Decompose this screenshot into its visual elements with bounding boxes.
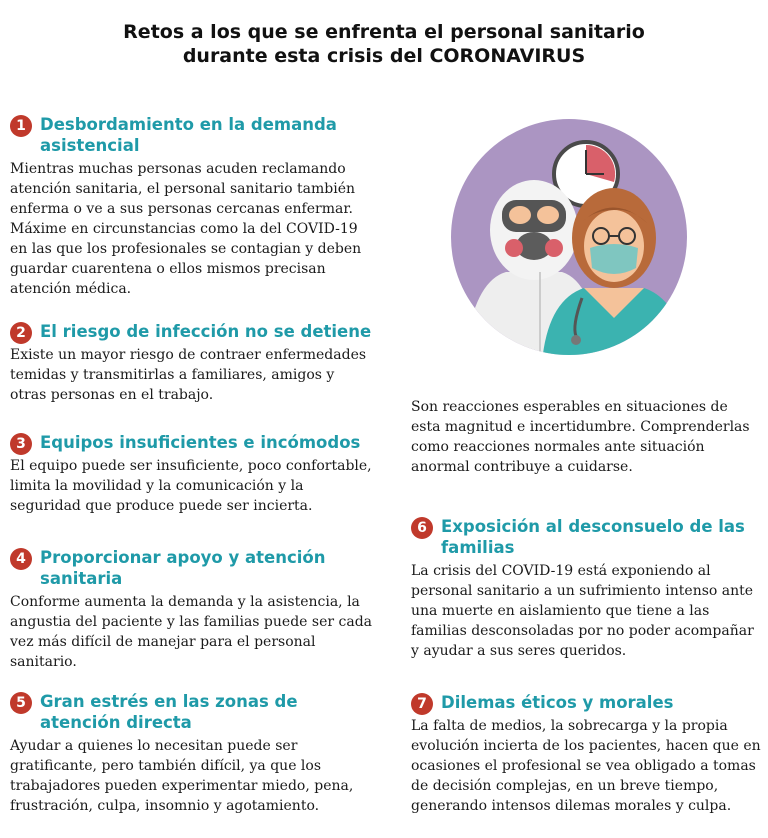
number-badge-3: 3 [10,433,32,455]
section-4 [10,547,375,672]
section-3-heading: Equipos insuficientes e incómodos [40,433,361,452]
section-2 [10,321,375,405]
healthcare-workers-illustration [444,112,694,362]
section-5-header [10,691,375,733]
section-4-heading: Proporcionar apoyo y atención sanitaria [40,548,326,588]
number-badge-1: 1 [10,115,32,137]
section-7 [411,692,763,816]
section-7-heading: Dilemas éticos y morales [441,693,674,712]
section-6 [411,516,763,661]
section-6-heading: Exposición al desconsuelo de las familias [441,517,745,557]
illustration-svg [444,112,694,362]
section-2-body: Existe un mayor riesgo de contraer enfermedades temidas y transmitirlas a familiares, amigos y otras personas en el trabajo. [10,347,367,403]
section-3-body: El equipo puede ser insuficiente, poco confortable, limita la movilidad y la comunicación y la seguridad que produce puede ser incierta. [10,458,372,514]
section-1-heading: Desbordamiento en la demanda asistencial [40,115,337,155]
section-5-heading: Gran estrés en las zonas de atención directa [40,692,298,732]
title-line-2: durante esta crisis del CORONAVIRUS [182,45,586,67]
section-1 [10,114,375,299]
number-badge-2: 2 [10,322,32,344]
section-5-body: Ayudar a quienes lo necesitan puede ser gratificante, pero también difícil, ya que los trabajadores pueden experimentar miedo, pena, frustración, culpa, insomnio y agotamiento. [10,738,354,814]
section-1-body: Mientras muchas personas acuden reclamando atención sanitaria, el personal sanitario también enferma o ve a sus personas cercanas enfermar. Máxime en circunstancias como la del COVID-19 en las que los profesionales se contagian y deben guardar cuarentena o ellos mismos precisan atención médica. [10,161,362,297]
section-2-header [10,321,375,342]
number-badge-7: 7 [411,693,433,715]
section-6-body: La crisis del COVID-19 está exponiendo al personal sanitario a un sufrimiento intenso ante una muerte en aislamiento que tiene a las familias desconsoladas por no poder acompañar y ayudar a sus seres queridos. [411,563,754,659]
section-6-header [411,516,763,558]
section-3 [10,432,375,516]
section-4-header [10,547,375,589]
number-badge-4: 4 [10,548,32,570]
section-2-heading: El riesgo de infección no se detiene [40,322,372,341]
number-badge-6: 6 [411,517,433,539]
section-1-header [10,114,375,156]
section-4-body: Conforme aumenta la demanda y la asistencia, la angustia del paciente y las familias puede ser cada vez más difícil de manejar para el personal sanitario. [10,594,372,670]
section-7-body: La falta de medios, la sobrecarga y la propia evolución incierta de los pacientes, hacen que en ocasiones el profesional se vea obligado a tomas de decisión complejas, en un breve tiempo, generando intensos dilemas morales y culpa. [411,718,761,814]
reactions-note: Son reacciones esperables en situaciones de esta magnitud e incertidumbre. Comprenderlas como reacciones normales ante situación anormal contribuye a cuidarse. [411,399,750,475]
section-3-header [10,432,375,453]
number-badge-5: 5 [10,692,32,714]
title-line-1: Retos a los que se enfrenta el personal sanitario [123,21,645,43]
page-title [0,20,768,68]
section-7-header [411,692,763,713]
section-5 [10,691,375,816]
